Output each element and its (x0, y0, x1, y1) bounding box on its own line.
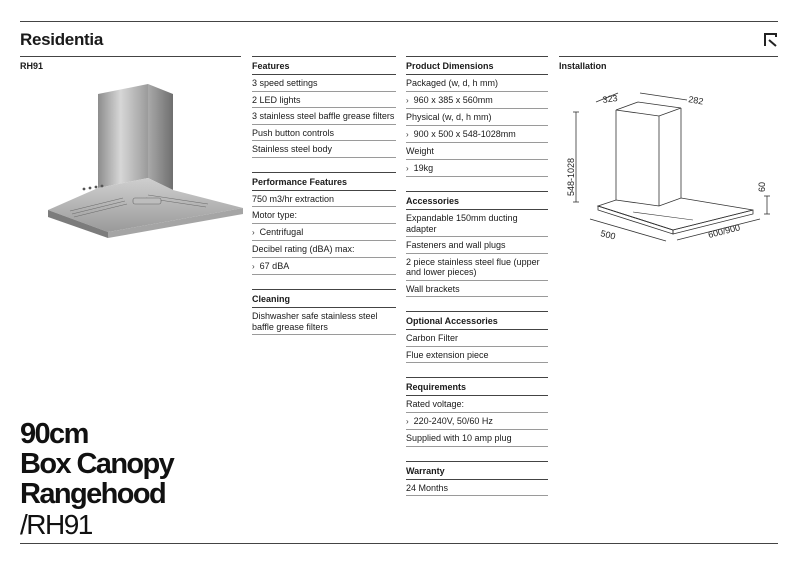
dim-height: 548-1028 (566, 157, 576, 196)
optional-accessories-heading: Optional Accessories (406, 311, 548, 330)
accessory-row: 2 piece stainless steel flue (upper and lower pieces) (406, 254, 548, 281)
performance-row: › Centrifugal (252, 224, 396, 242)
product-model-subtitle: /RH91 (20, 509, 92, 540)
installation-heading: Installation (559, 56, 778, 74)
features-column (252, 56, 396, 349)
feature-row: 3 stainless steel baffle grease filters (252, 108, 396, 125)
model-code: RH91 (20, 56, 241, 74)
dimension-row: › 900 x 500 x 548-1028mm (406, 126, 548, 144)
feature-row: 2 LED lights (252, 92, 396, 109)
accessory-row: Wall brackets (406, 281, 548, 298)
arrow-icon: › (406, 95, 409, 105)
requirement-row: Rated voltage: (406, 396, 548, 413)
performance-row: Motor type: (252, 207, 396, 224)
dimension-row: Weight (406, 143, 548, 160)
model-column (20, 56, 241, 74)
dim-width: 600/900 (707, 222, 742, 240)
accessories-heading: Accessories (406, 191, 548, 210)
installation-column (559, 56, 778, 74)
performance-row: 750 m3/hr extraction (252, 191, 396, 208)
dim-flue-depth: 282 (687, 94, 705, 107)
title-line: 90cm (20, 418, 88, 450)
cleaning-row: Dishwasher safe stainless steel baffle grease filters (252, 308, 396, 335)
feature-row: 3 speed settings (252, 75, 396, 92)
features-section (252, 56, 396, 158)
arrow-icon: › (252, 261, 255, 271)
dim-flue-width: 323 (601, 92, 619, 105)
performance-row: › 67 dBA (252, 258, 396, 276)
optional-accessories-section (406, 311, 548, 363)
feature-row: Push button controls (252, 125, 396, 142)
requirement-row: › 220-240V, 50/60 Hz (406, 413, 548, 431)
dimension-row: Packaged (w, d, h mm) (406, 75, 548, 92)
dimension-row: › 19kg (406, 160, 548, 178)
accessory-row: Fasteners and wall plugs (406, 237, 548, 254)
warranty-section (406, 461, 548, 497)
optional-accessory-row: Carbon Filter (406, 330, 548, 347)
performance-heading: Performance Features (252, 172, 396, 191)
dimensions-heading: Product Dimensions (406, 56, 548, 75)
performance-row: Decibel rating (dBA) max: (252, 241, 396, 258)
cleaning-heading: Cleaning (252, 289, 396, 308)
brand-logo: Residentia (20, 30, 103, 49)
top-rule (20, 21, 778, 22)
accessory-row: Expandable 150mm ducting adapter (406, 210, 548, 237)
installation-diagram (563, 88, 778, 243)
features-heading: Features (252, 56, 396, 75)
warranty-row: 24 Months (406, 480, 548, 497)
dimensions-section (406, 56, 548, 177)
performance-section (252, 172, 396, 276)
requirements-heading: Requirements (406, 377, 548, 396)
bottom-rule (20, 543, 778, 544)
title-line: Box Canopy (20, 448, 174, 480)
accessories-section (406, 191, 548, 297)
dim-canopy-height: 60 (757, 181, 767, 192)
dimension-row: › 960 x 385 x 560mm (406, 92, 548, 110)
requirement-row: Supplied with 10 amp plug (406, 430, 548, 447)
feature-row: Stainless steel body (252, 141, 396, 158)
arrow-icon: › (406, 129, 409, 139)
cleaning-section (252, 289, 396, 335)
rangehood-product-image (48, 80, 243, 240)
requirements-section (406, 377, 548, 447)
title-line: Rangehood (20, 478, 166, 510)
warranty-heading: Warranty (406, 461, 548, 480)
arrow-icon: › (406, 163, 409, 173)
dimension-row: Physical (w, d, h mm) (406, 109, 548, 126)
arrow-icon: › (252, 227, 255, 237)
product-title (20, 419, 173, 509)
dim-depth: 500 (599, 228, 617, 242)
brand-mark-icon (764, 33, 778, 47)
optional-accessory-row: Flue extension piece (406, 347, 548, 364)
arrow-icon: › (406, 416, 409, 426)
dimensions-column (406, 56, 548, 510)
